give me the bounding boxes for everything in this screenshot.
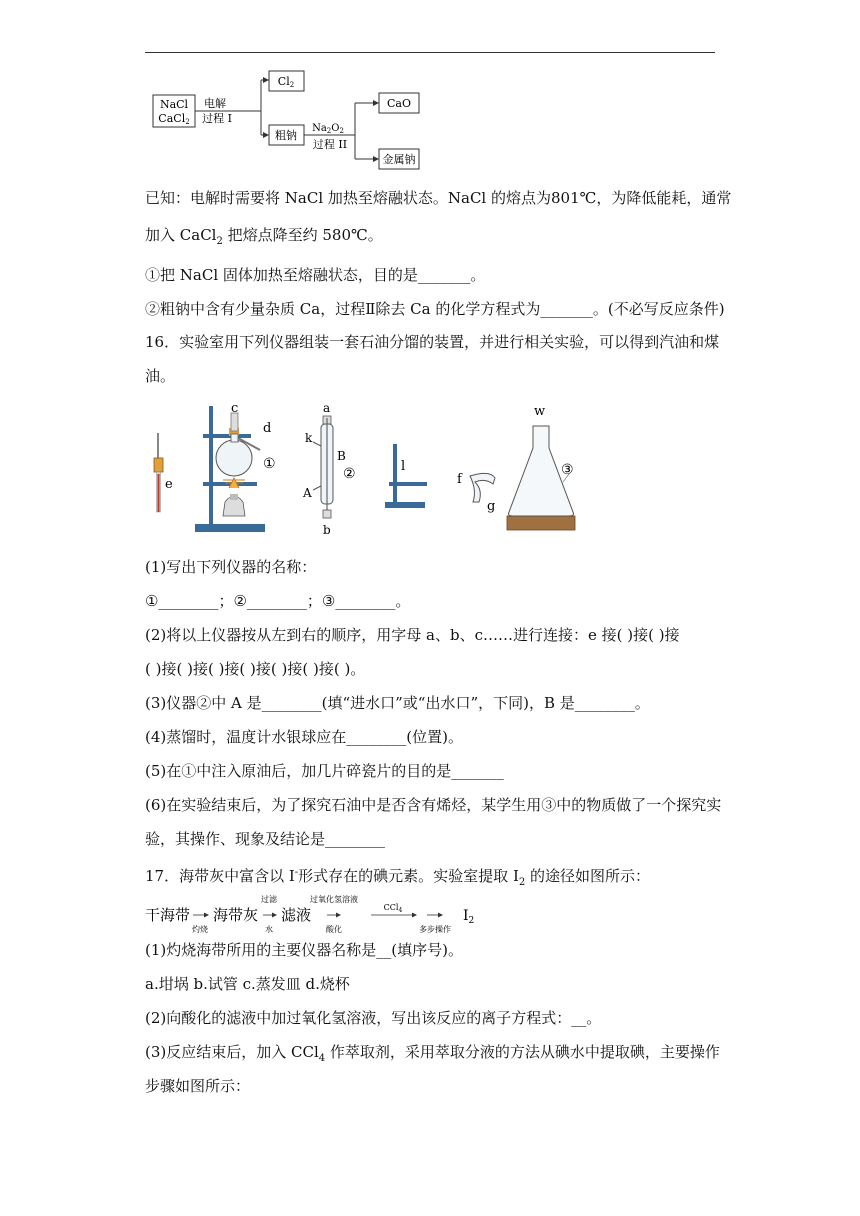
start-cacl2-label: CaCl2 — [158, 112, 190, 126]
water-label: 水 — [265, 925, 273, 934]
question-16-stem-2: 油。 — [145, 367, 176, 385]
process-1-label: 过程 I — [202, 112, 232, 125]
question-17-1: (1)灼烧海带所用的主要仪器名称是__(填序号)。 — [145, 941, 463, 959]
burn-label: 灼烧 — [192, 925, 208, 934]
label-a: a — [323, 401, 331, 415]
electrolysis-label: 电解 — [204, 97, 226, 110]
question-17-stem: 17．海带灰中富含以 I-形式存在的碘元素。实验室提取 $I_2$ 的途径如图所示： — [145, 867, 651, 888]
known-line-2: 加入 CaCl$_2$ 把熔点降至约 580℃。 — [145, 226, 383, 247]
thermometer-drawing — [154, 433, 163, 512]
question-15-2: ②粗钠中含有少量杂质 Ca，过程Ⅱ除去 Ca 的化学方程式为_______。(不必写反应条件) — [145, 300, 725, 318]
label-flask-3: ③ — [561, 462, 574, 478]
dry-kelp: 干海带 — [145, 906, 191, 924]
question-16-1: (1)写出下列仪器的名称： — [145, 558, 317, 576]
flask-stand-drawing — [195, 406, 265, 532]
iron-stand-drawing — [385, 444, 427, 508]
label-w: w — [534, 404, 546, 419]
question-16-2-line-2: ( )接( )接( )接( )接( )接( )接( )。 — [145, 660, 366, 678]
label-g: g — [487, 499, 496, 514]
iodine-product: $I_2$ — [463, 908, 475, 926]
filter-label: 过滤 — [261, 895, 277, 904]
cao-label: CaO — [387, 97, 411, 110]
crude-sodium-label: 粗钠 — [275, 129, 297, 142]
label-f: f — [457, 472, 462, 487]
question-15-1: ①把 NaCl 固体加热至熔融状态，目的是_______。 — [145, 266, 486, 284]
multi-step-label: 多步操作 — [419, 925, 451, 934]
start-nacl-label: NaCl — [159, 98, 189, 111]
cl2-label: Cl2 — [277, 75, 295, 89]
label-b: b — [323, 523, 331, 537]
iodine-extraction-flow — [145, 890, 485, 934]
kelp-ash: 海带灰 — [213, 906, 259, 924]
adapter-drawing — [470, 473, 495, 502]
header-rule — [145, 52, 715, 53]
question-16-1-blanks: ①________；②________；③________。 — [145, 592, 411, 610]
label-c: c — [231, 401, 239, 416]
hydrogen-peroxide-label: 过氧化氢溶液 — [310, 895, 358, 904]
label-d: d — [263, 421, 272, 436]
na2o2-label: $Na_2O_2$ — [312, 123, 344, 135]
label-A: A — [303, 486, 312, 500]
electrolysis-flow-diagram — [145, 64, 435, 174]
question-16-3: (3)仪器②中 A 是________(填“进水口”或“出水口”，下同)，B 是________。 — [145, 694, 650, 712]
question-16-stem-1: 16．实验室用下列仪器组装一套石油分馏的装置，并进行相关实验，可以得到汽油和煤 — [145, 333, 720, 351]
label-l: l — [401, 459, 406, 474]
label-e: e — [165, 477, 173, 492]
ccl4-label: CCl$_4$ — [383, 903, 403, 914]
question-17-1-options: a.坩埚 b.试管 c.蒸发皿 d.烧杯 — [145, 975, 350, 993]
erlenmeyer-flask-drawing — [507, 426, 575, 530]
filtrate: 滤液 — [281, 906, 312, 924]
metal-sodium-label: 金属钠 — [382, 153, 416, 166]
label-condenser-2: ② — [343, 466, 356, 482]
known-line-1: 已知：电解时需要将 NaCl 加热至熔融状态。NaCl 的熔点为801℃，为降低能耗，通常 — [145, 189, 732, 207]
question-16-2-line-1: (2)将以上仪器按从左到右的顺序，用字母 a、b、c……进行连接：e 接( )接( )接 — [145, 626, 680, 644]
label-flask-1: ① — [263, 456, 276, 472]
distillation-apparatus-figure — [145, 398, 595, 540]
question-16-5: (5)在①中注入原油后，加几片碎瓷片的目的是_______ — [145, 762, 504, 780]
question-17-3-line-1: (3)反应结束后，加入 CCl$_4$ 作萃取剂，采用萃取分液的方法从碘水中提取碘，主要操作 — [145, 1043, 720, 1064]
process-2-label: 过程 II — [312, 138, 348, 151]
question-17-3-line-2: 步骤如图所示： — [145, 1077, 251, 1095]
question-16-6-line-2: 验，其操作、现象及结论是________ — [145, 830, 386, 848]
question-16-4: (4)蒸馏时，温度计水银球应在________(位置)。 — [145, 728, 463, 746]
label-B: B — [337, 449, 346, 463]
label-k: k — [305, 431, 313, 445]
question-16-6-line-1: (6)在实验结束后，为了探究石油中是否含有烯烃，某学生用③中的物质做了一个探究实 — [145, 796, 722, 814]
question-17-2: (2)向酸化的滤液中加过氧化氢溶液，写出该反应的离子方程式：__。 — [145, 1009, 602, 1027]
acidify-label: 酸化 — [326, 925, 342, 934]
condenser-drawing — [313, 416, 333, 518]
